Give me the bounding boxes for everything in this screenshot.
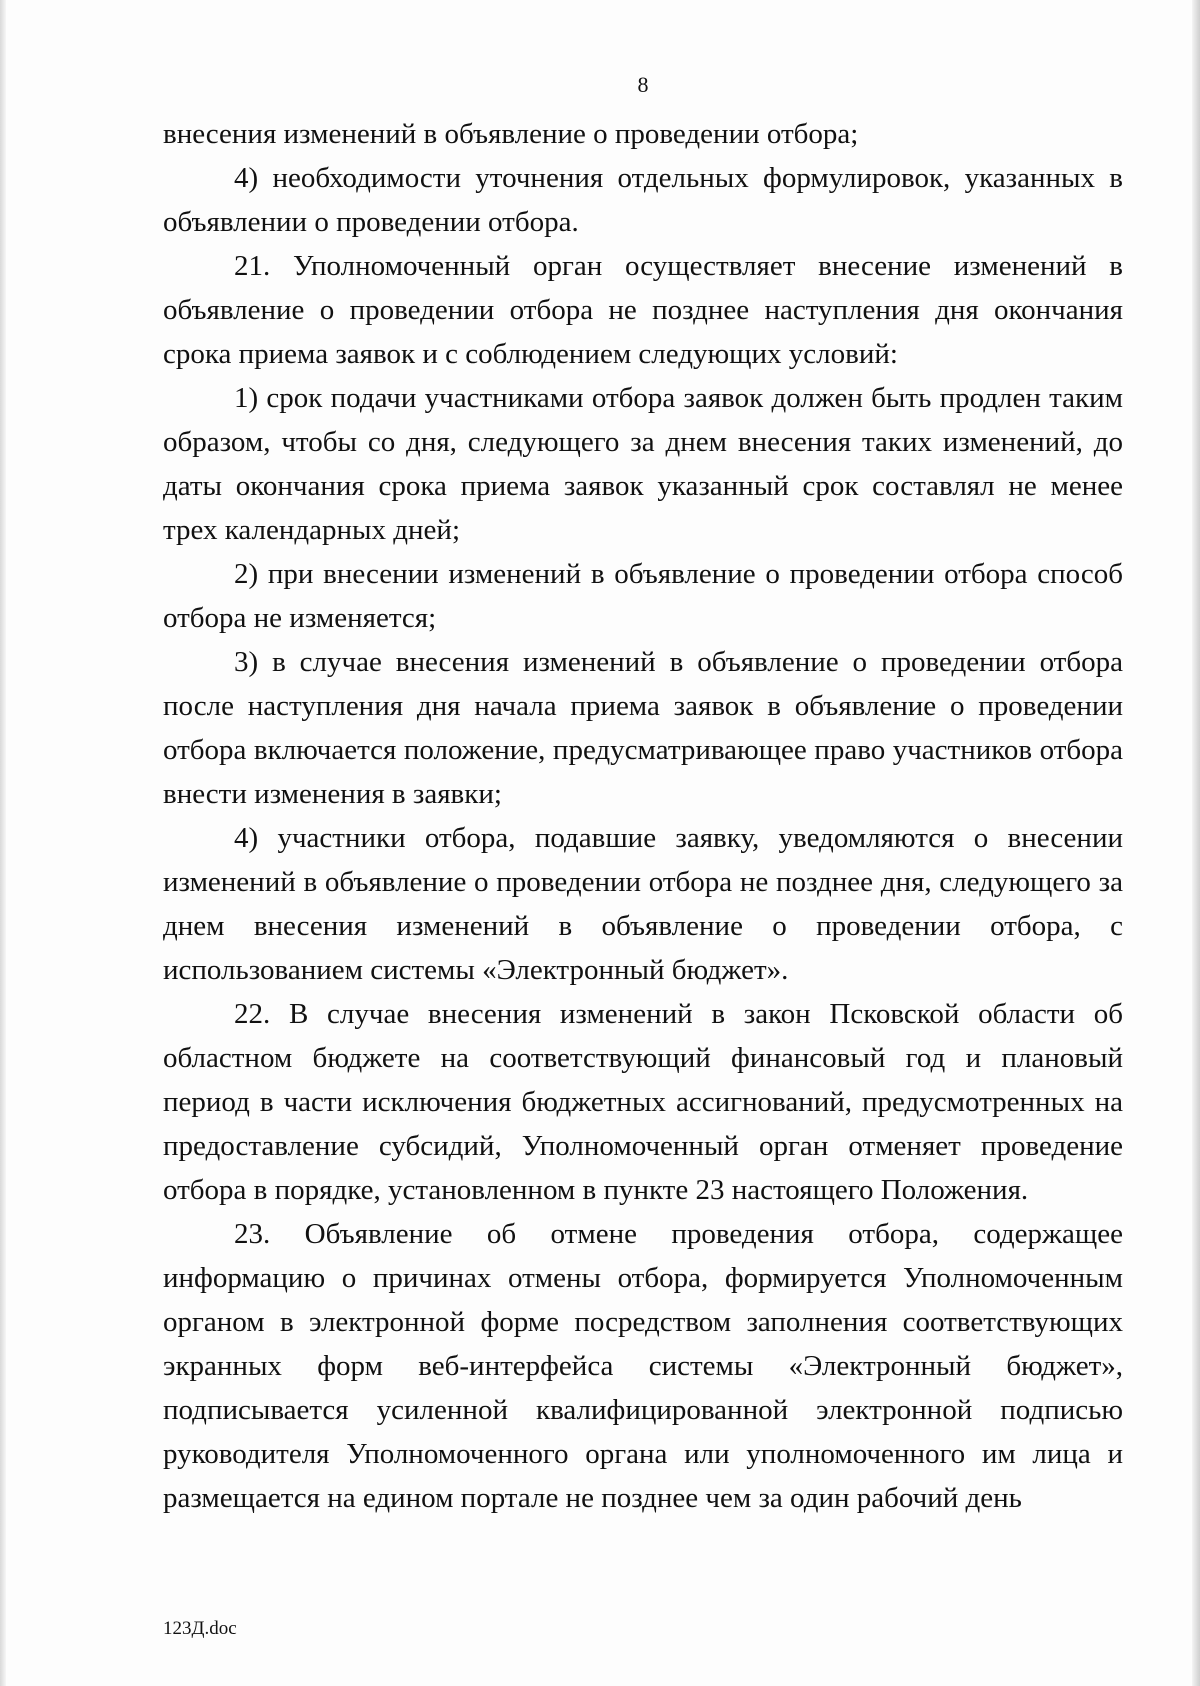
paragraph-clause-23: 23. Объявление об отмене проведения отбора, содержащее информацию о причинах отмены отбора, формируется Уполномоченным органом в электронной форме посредством заполнения соответствующих экранных форм веб-интерфейса системы «Электронный бюджет», подписывается усиленной квалифицированной электронной подписью руководителя Уполномоченного органа или уполномоченного им лица и размещается на едином портале не позднее чем за один рабочий день: [163, 1218, 1123, 1514]
paragraph-condition-1: 1) срок подачи участниками отбора заявок должен быть продлен таким образом, чтобы со дня, следующего за днем внесения таких изменений, до даты окончания срока приема заявок указанный срок составлял не менее трех календарных дней;: [163, 382, 1123, 546]
paragraph-condition-3: 3) в случае внесения изменений в объявление о проведении отбора после наступления дня начала приема заявок в объявление о проведении отбора включается положение, предусматривающее право участников отбора внести изменения в заявки;: [163, 646, 1123, 810]
paragraph-continuation: внесения изменений в объявление о проведении отбора;: [163, 118, 859, 150]
paragraph-condition-2: 2) при внесении изменений в объявление о проведении отбора способ отбора не изменяется;: [163, 558, 1123, 634]
paragraph-item-4-clarification: 4) необходимости уточнения отдельных формулировок, указанных в объявлении о проведении отбора.: [163, 162, 1123, 238]
paragraph-condition-4: 4) участники отбора, подавшие заявку, уведомляются о внесении изменений в объявление о проведении отбора не позднее дня, следующего за днем внесения изменений в объявление о проведении отбора, с использованием системы «Электронный бюджет».: [163, 822, 1123, 986]
paragraph-clause-21: 21. Уполномоченный орган осуществляет внесение изменений в объявление о проведении отбора не позднее наступления дня окончания срока приема заявок и с соблюдением следующих условий:: [163, 250, 1123, 370]
paragraph-clause-22: 22. В случае внесения изменений в закон Псковской области об областном бюджете на соответствующий финансовый год и плановый период в части исключения бюджетных ассигнований, предусмотренных на предоставление субсидий, Уполномоченный орган отменяет проведение отбора в порядке, установленном в пункте 23 настоящего Положения.: [163, 998, 1123, 1206]
footer-filename: 123Д.doc: [163, 1618, 237, 1639]
scan-edge-right: [1192, 0, 1200, 1686]
page-number: 8: [637, 72, 649, 97]
document-body: [163, 112, 1123, 1520]
scan-edge-left: [0, 0, 6, 1686]
